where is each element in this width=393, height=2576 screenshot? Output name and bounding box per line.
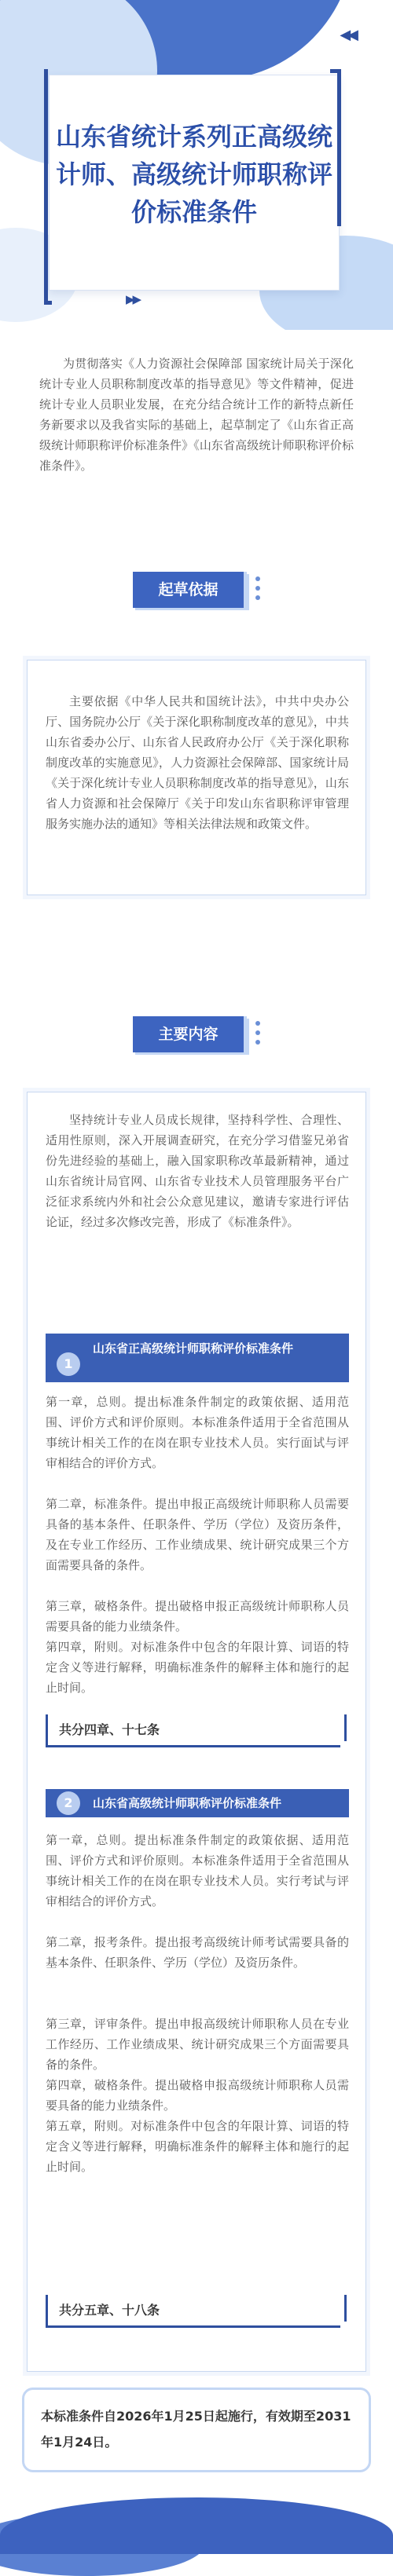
list-item: 第五章，附则。对标准条件中包含的年限计算、词语的特定含义等进行解释，明确标准条件的解释主体和施行的起止时间。: [46, 2119, 349, 2174]
list-item: 第三章，破格条件。提出破格申报正高级统计师职称人员需要具备的能力业绩条件。: [46, 1599, 349, 1634]
list-item: 第三章，评审条件。提出申报高级统计师职称人员在专业工作经历、工作业绩成果、统计研究成果三个方面需要具备的条件。: [46, 2017, 349, 2072]
part-number-badge: 2: [57, 1791, 80, 1815]
dots-decoration: [255, 576, 262, 605]
chapter-total-text: 共分五章、十八条: [59, 2303, 160, 2318]
chapter-total-text: 共分四章、十七条: [59, 1722, 160, 1737]
section-heading-main: 主要内容: [133, 1016, 247, 1052]
frame-cap: [340, 2295, 347, 2322]
list-item: 第二章，报考条件。提出报考高级统计师考试需要具备的基本条件、任职条件、学历（学位）及资历条件。: [46, 1935, 349, 1970]
part-title-bar: [46, 1789, 349, 1817]
list-item: 第一章，总则。提出标准条件制定的政策依据、适用范围、评价方式和评价原则。本标准条件适用于全省范围从事统计相关工作的在岗在职专业技术人员。实行考试与评审相结合的评价方式。: [46, 1833, 349, 1908]
part-number-badge: 1: [57, 1352, 80, 1376]
chapter-total: [46, 1714, 340, 1747]
basis-paragraph: 主要依据《中华人民共和国统计法》，中共中央办公厅、国务院办公厅《关于深化职称制度改革的意见》，中共山东省委办公厅、山东省人民政府办公厅《关于深化职称制度改革的实施意见》，人力资源社会保障部、国家统计局《关于深化统计专业人员职称制度改革的指导意见》，山东省人力资源和社会保障厅《关于印发山东省职称评审管理服务实施办法的通知》等相关法律法规和政策文件。: [46, 694, 349, 831]
dots-decoration: [255, 1021, 262, 1049]
section-heading-basis: 起草依据: [133, 572, 247, 608]
intro-paragraph: 为贯彻落实《人力资源社会保障部 国家统计局关于深化统计专业人员职称制度改革的指导意见》等文件精神，促进统计专业人员职业发展，在充分结合统计工作的新特点新任务新要求以及我省实际的基础上，起草制定了《山东省正高级统计师职称评价标准条件》《山东省高级统计师职称评价标准条件》。: [39, 357, 354, 473]
frame-cap: [340, 1714, 347, 1741]
effective-date-note: 本标准条件自2026年1月25日起施行，有效期至2031年1月24日。: [41, 2409, 351, 2450]
double-arrow-icon: ◀◀: [340, 27, 355, 43]
list-item: 第一章，总则。提出标准条件制定的政策依据、适用范围、评价方式和评价原则。本标准条件适用于全省范围从事统计相关工作的在岗在职专业技术人员。实行面试与评审相结合的评价方式。: [46, 1395, 349, 1470]
double-arrow-icon: ▶▶: [126, 292, 140, 306]
page-title: 山东省统计系列正高级统计师、高级统计师职称评价标准条件: [55, 122, 332, 227]
list-item: 第四章，附则。对标准条件中包含的年限计算、词语的特定含义等进行解释，明确标准条件的解释主体和施行的起止时间。: [46, 1640, 349, 1695]
part-title-bar: [46, 1334, 349, 1382]
main-intro-paragraph: 坚持统计专业人员成长规律，坚持科学性、合理性、适用性原则，深入开展调查研究，在充分学习借鉴兄弟省份先进经验的基础上，融入国家职称改革最新精神，通过山东省统计局官网、山东省专业技术人员管理服务平台广泛征求系统内外和社会公众意见建议，邀请专家进行评估论证，经过多次修改完善，形成了《标准条件》。: [46, 1113, 349, 1229]
footer-decoration: [0, 2497, 393, 2554]
list-item: 第四章，破格条件。提出破格申报高级统计师职称人员需要具备的能力业绩条件。: [46, 2078, 349, 2113]
part-title: 山东省正高级统计师职称评价标准条件: [93, 1341, 294, 1356]
part-title: 山东省高级统计师职称评价标准条件: [93, 1796, 282, 1810]
chapter-total: [46, 2295, 340, 2328]
list-item: 第二章，标准条件。提出申报正高级统计师职称人员需要具备的基本条件、任职条件、学历（学位）及资历条件，及在专业工作经历、工作业绩成果、统计研究成果三个方面需要具备的条件。: [46, 1497, 349, 1572]
